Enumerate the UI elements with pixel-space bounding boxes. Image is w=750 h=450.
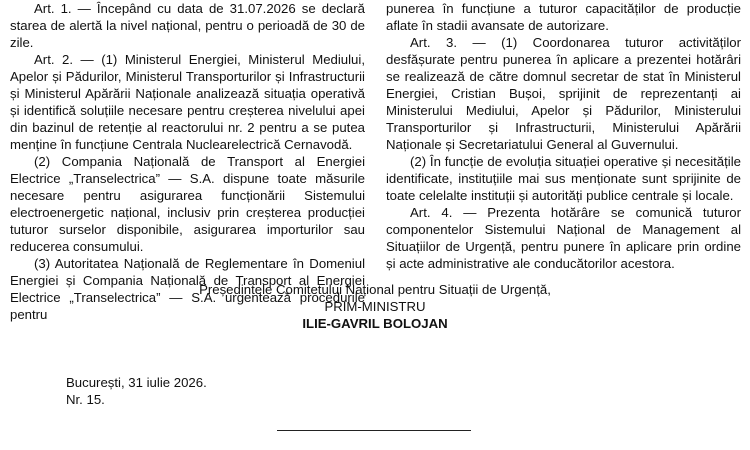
right-column <box>386 0 741 272</box>
document-number: Nr. 15. <box>66 392 105 407</box>
article-3-paragraph-2: (2) În funcție de evoluția situației operative și necesitățile identificate, instituțiile mai sus menționate sunt sprijinite de toate celelalte instituții și autorități publice centrale și locale. <box>386 154 741 203</box>
article-3-paragraph-1: Art. 3. — (1) Coordonarea tuturor activităților desfășurate pentru punerea în aplicare a prezentei hotărâri se realizează de către domnul secretar de stat în Ministerul Energiei, Cristian Bușoi, sprijinit de reprezentanți ai Ministerului Mediului, Apelor și Pădurilor, Ministerului Transporturilor și Infrastructurii, Ministerului Apărării Naționale și Secretariatului General al Guvernului. <box>386 35 741 152</box>
signature-role: PRIM-MINISTRU <box>324 299 426 314</box>
article-2-paragraph-2: (2) Compania Națională de Transport al Energiei Electrice „Transelectrica” — S.A. dispune toate măsurile necesare pentru asigurarea funcționării Sistemului electroenergetic național, inclusiv prin creșterea producției tuturor surselor disponibile, asigurarea importurilor sau reducerea consumului. <box>10 154 365 254</box>
separator-line <box>277 430 471 431</box>
article-2-paragraph-3-continued: punerea în funcțiune a tuturor capacităților de producție aflate în stadii avansate de autorizare. <box>386 1 741 33</box>
place-date: București, 31 iulie 2026. <box>66 375 207 390</box>
article-2-paragraph-1: Art. 2. — (1) Ministerul Energiei, Ministerul Mediului, Apelor și Pădurilor, Ministerul Transporturilor și Infrastructurii și Ministerul Apărării Naționale analizează situația operativă și identifică soluțiile necesare pentru creșterea nivelului apei din bazinul de retenție al reactorului nr. 2 pentru a se putea menține în funcțiune Centrala Nuclearelectrică Cernavodă. <box>10 52 365 152</box>
article-4: Art. 4. — Prezenta hotărâre se comunică tuturor componentelor Sistemului Național de Management al Situațiilor de Urgență, pentru punere în aplicare prin ordine și acte administrative ale conducătorilor acestora. <box>386 205 741 271</box>
article-1: Art. 1. — Începând cu data de 31.07.2026 se declară starea de alertă la nivel național, pentru o perioadă de 30 de zile. <box>10 1 365 50</box>
signature-title: Președintele Comitetului Național pentru Situații de Urgență, <box>199 282 551 297</box>
article-2-paragraph-3: (3) Autoritatea Națională de Reglementare în Domeniul Energiei și Compania Națională de Transport al Energiei Electrice „Transelectrica” — S.A. urgentează procedurile pentru <box>10 256 365 322</box>
place-date-block <box>66 374 207 408</box>
left-column <box>10 0 365 323</box>
signature-block <box>0 281 750 332</box>
signature-name: ILIE-GAVRIL BOLOJAN <box>302 316 448 331</box>
